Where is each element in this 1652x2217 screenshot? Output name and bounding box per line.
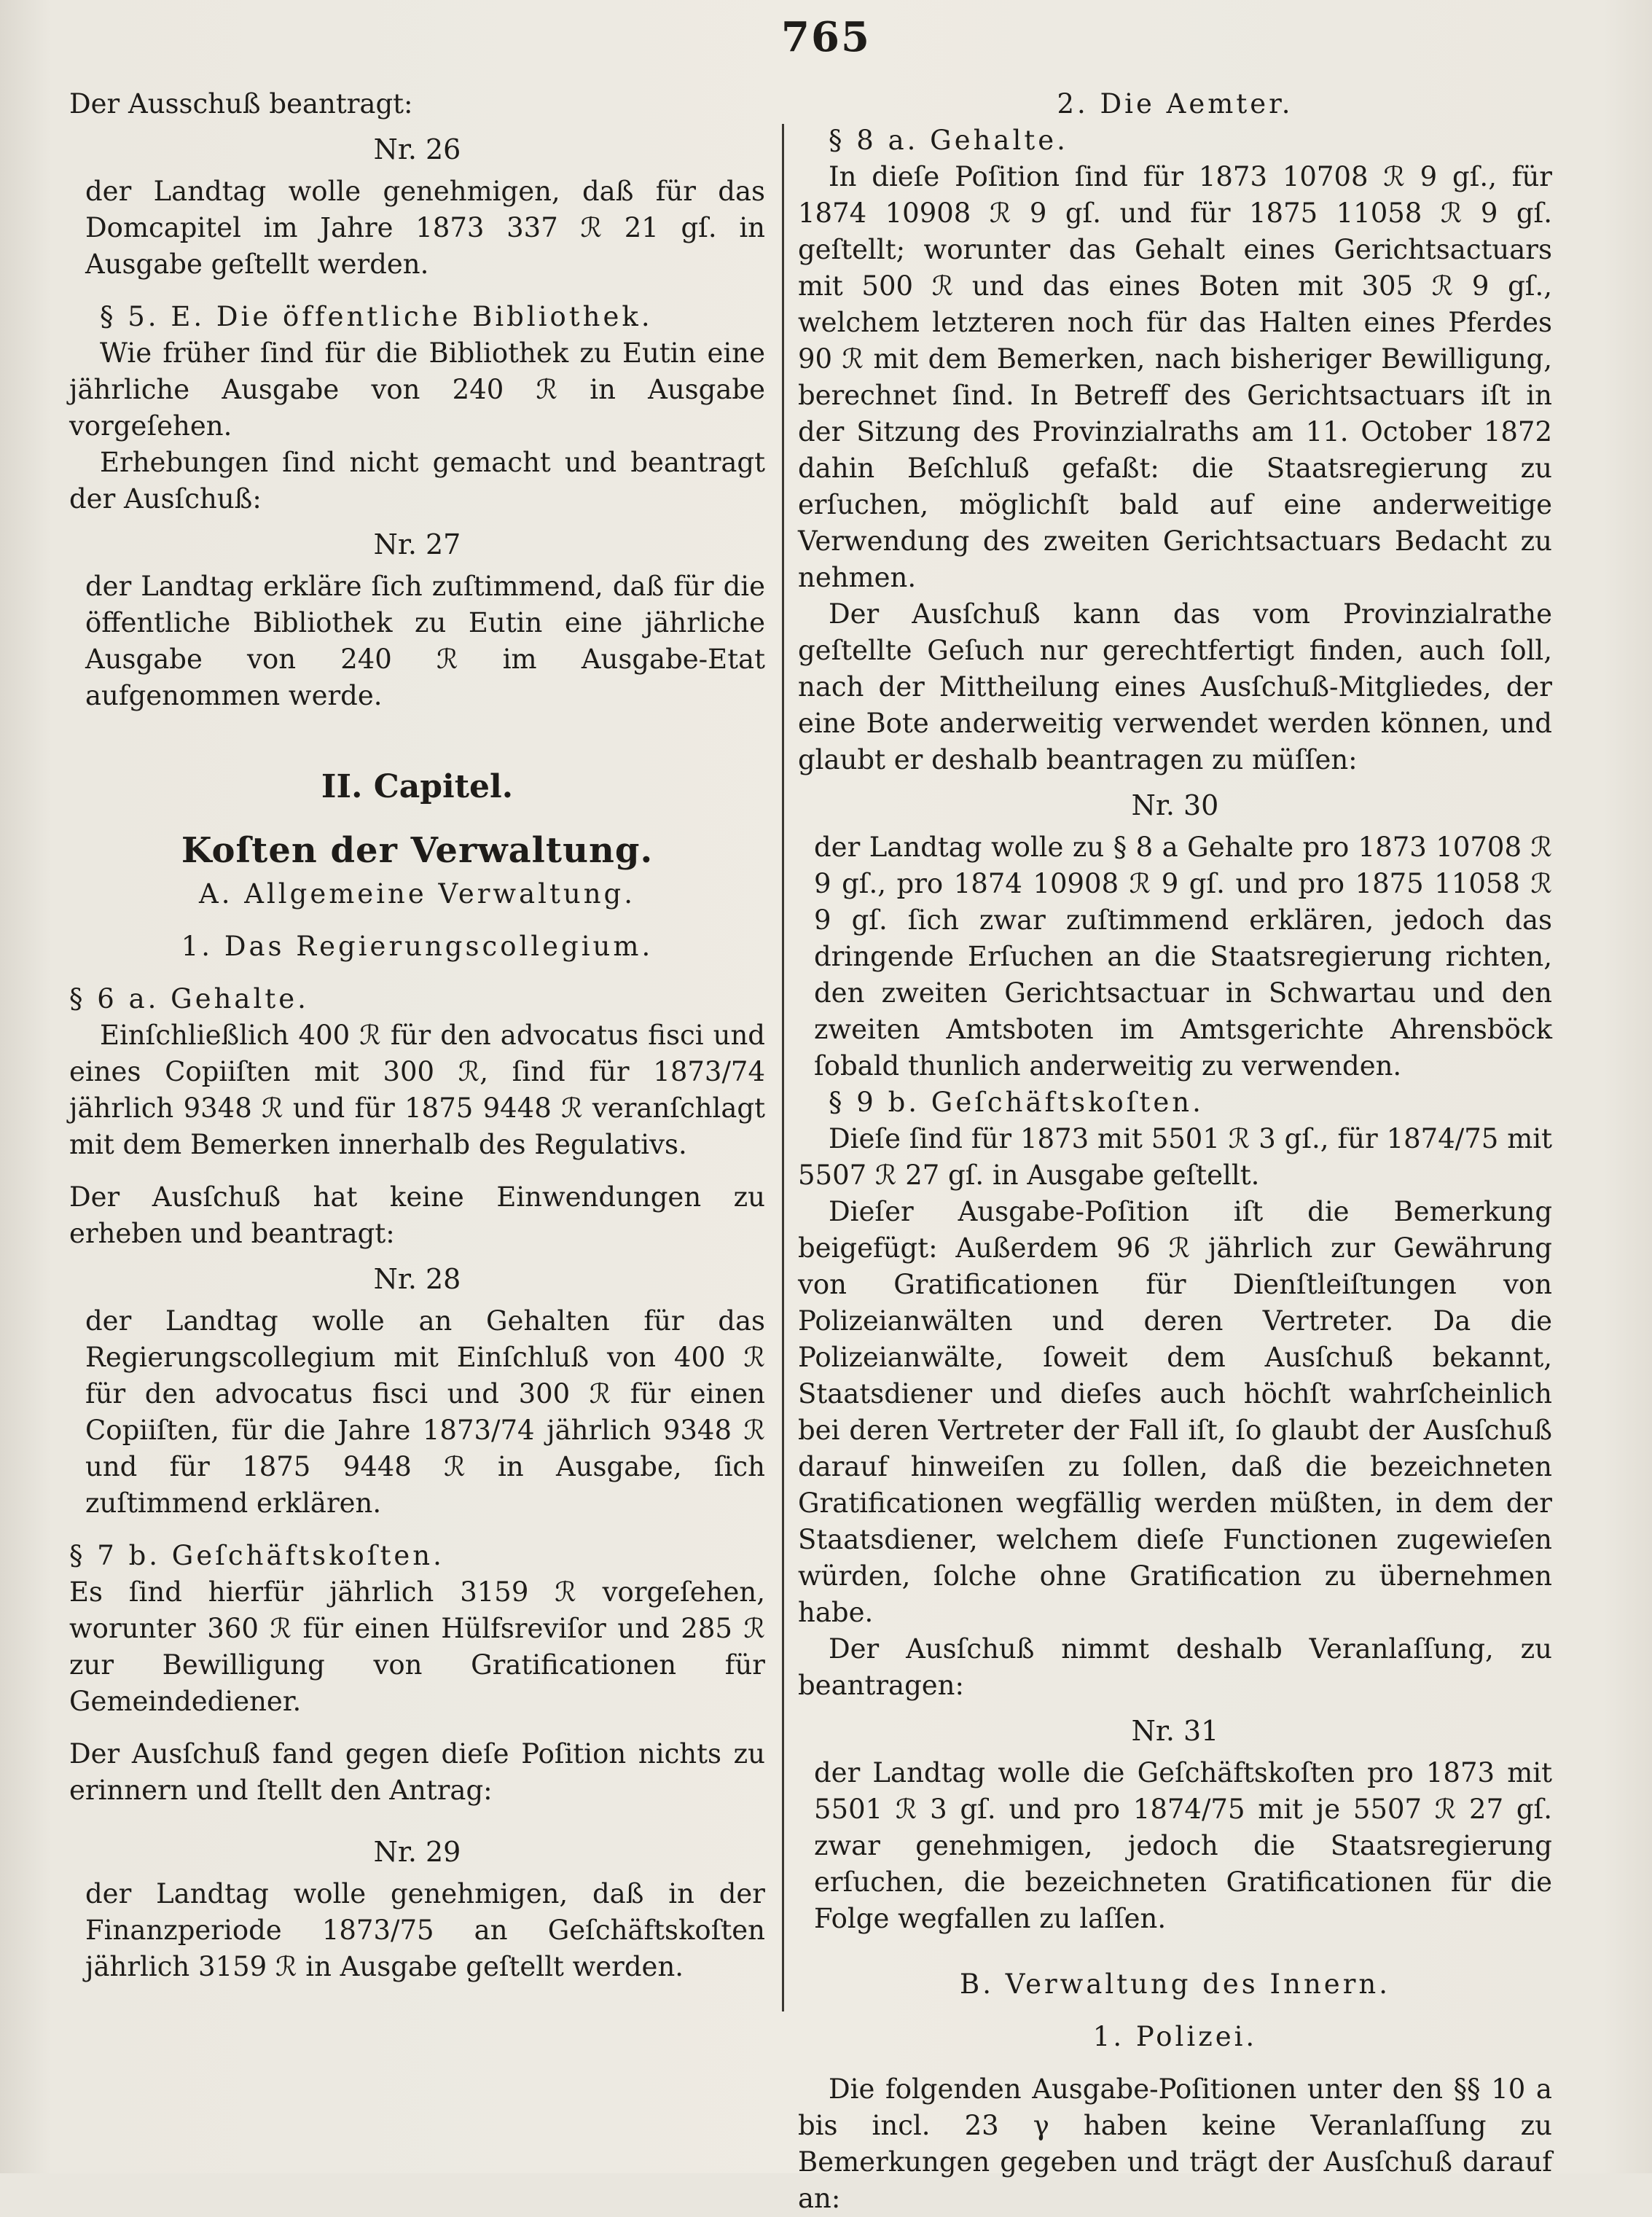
paragraph-6a: Einſchließlich 400 ℛ für den advocatus fisci und eines Copiiſten mit 300 ℛ, ſind für 1873/74 jährlich 9348 ℛ und für 1875 9448 ℛ veranſchlagt mit dem Bemerken innerhalb des Regulativs. [69, 1020, 765, 1160]
motion-number-30: Nr. 30 [1131, 789, 1219, 821]
paragraph-9b-motion: Der Ausſchuß nimmt deshalb Veranlaſſung, zu beantragen: [798, 1633, 1552, 1701]
section-heading-6a: § 6 a. Gehalte. [69, 983, 309, 1014]
right-column [798, 86, 1552, 2217]
column-divider [782, 124, 784, 2011]
paragraph-7b-motion: Der Ausſchuß fand gegen dieſe Poſition nichts zu erinnern und ſtellt den Antrag: [69, 1738, 765, 1806]
subsection-interior: B. Verwaltung des Innern. [960, 1968, 1390, 2000]
motion-number-26: Nr. 26 [373, 133, 461, 165]
motion-number-27: Nr. 27 [373, 528, 461, 560]
paragraph-8a: In dieſe Poſition ſind für 1873 10708 ℛ 9 gſ., für 1874 10908 ℛ 9 gſ. und für 1875 11058 ℛ 9 gſ. geſtellt; worunter das Gehalt eines Gerichtsactuars mit 500 ℛ und das eines Boten mit 305 ℛ 9 gſ., welchem letzteren noch für das Halten eines Pferdes 90 ℛ mit dem Bemerken, nach bisheriger Bewilligung, berechnet ſind. In Betreff des Gerichtsactuars iſt in der Sitzung des Provinzialraths am 11. October 1872 dahin Beſchluß gefaßt: die Staatsregierung zu erſuchen, möglichſt bald auf eine anderweitige Verwendung des zweiten Gerichtsactuars Bedacht zu nehmen. [798, 161, 1552, 593]
paragraph-library-motion: Erhebungen ſind nicht gemacht und beantragt der Ausſchuß: [69, 447, 765, 515]
paragraph-6a-motion: Der Ausſchuß hat keine Einwendungen zu erheben und beantragt: [69, 1181, 765, 1249]
motion-number-31: Nr. 31 [1131, 1715, 1219, 1747]
paragraph-8a-committee: Der Ausſchuß kann das vom Provinzialrathe geſtellte Geſuch nur gerechtfertigt finden, auch ſoll, nach der Mittheilung eines Ausſchuß-Mitgliedes, der eine Bote anderweitig verwendet werden können, und glaubt er deshalb beantragen zu müſſen: [798, 598, 1552, 775]
subsection-general-admin: A. Allgemeine Verwaltung. [199, 878, 635, 910]
motion-text-28: der Landtag wolle an Gehalten für das Regierungscollegium mit Einſchluß von 400 ℛ für den advocatus fisci und 300 ℛ für einen Copiiſten, für die Jahre 1873/74 jährlich 9348 ℛ und für 1875 9448 ℛ in Ausgabe, ſich zuſtimmend erklären. [85, 1305, 765, 1519]
motion-text-31: der Landtag wolle die Geſchäftskoſten pro 1873 mit 5501 ℛ 3 gſ. und pro 1874/75 mit je 5507 ℛ 27 gſ. zwar genehmigen, jedoch die Staatsregierung erſuchen, die bezeichneten Gratificationen für die Folge wegfallen zu laſſen. [814, 1757, 1552, 1934]
subsection-government-college: 1. Das Regierungscollegium. [181, 931, 654, 962]
page-number: 765 [781, 13, 871, 61]
motion-text-26: der Landtag wolle genehmigen, daß für das Domcapitel im Jahre 1873 337 ℛ 21 gſ. in Ausgabe geſtellt werden. [85, 176, 765, 280]
motion-number-28: Nr. 28 [373, 1263, 461, 1295]
motion-text-29: der Landtag wolle genehmigen, daß in der Finanzperiode 1873/75 an Geſchäftskoſten jährlich 3159 ℛ in Ausgabe geſtellt werden. [85, 1878, 765, 1982]
motion-text-27: der Landtag erkläre ſich zuſtimmend, daß für die öffentliche Bibliothek zu Eutin eine jährliche Ausgabe von 240 ℛ im Ausgabe-Etat aufgenommen werde. [85, 571, 765, 711]
paragraph-library: Wie früher ſind für die Bibliothek zu Eutin eine jährliche Ausgabe von 240 ℛ in Ausgabe vorgeſehen. [69, 337, 765, 442]
section-heading-library: § 5. E. Die öffentliche Bibliothek. [100, 301, 653, 332]
section-heading-8a: § 8 a. Gehalte. [829, 125, 1068, 156]
subsection-offices: 2. Die Aemter. [1057, 88, 1293, 120]
chapter-title: Koſten der Verwaltung. [181, 830, 654, 871]
paragraph-police: Die folgenden Ausgabe-Poſitionen unter den §§ 10 a bis incl. 23 γ haben keine Veranlaſſung zu Bemerkungen gegeben und trägt der Ausſchuß darauf an: [798, 2073, 1552, 2214]
motion-number-29: Nr. 29 [373, 1836, 461, 1868]
paragraph-9b: Dieſe ſind für 1873 mit 5501 ℛ 3 gſ., für 1874/75 mit 5507 ℛ 27 gſ. in Ausgabe geſtellt. [798, 1123, 1552, 1191]
subsection-police: 1. Polizei. [1092, 2021, 1258, 2052]
paragraph-7b: Es ſind hierfür jährlich 3159 ℛ vorgeſehen, worunter 360 ℛ für einen Hülfsreviſor und 285 ℛ zur Bewilligung von Gratificationen für Gemeindediener. [69, 1576, 765, 1717]
section-heading-9b: § 9 b. Geſchäftskoſten. [829, 1087, 1204, 1118]
motion-text-30: der Landtag wolle zu § 8 a Gehalte pro 1873 10708 ℛ 9 gſ., pro 1874 10908 ℛ 9 gſ. und pro 1875 11058 ℛ 9 gſ. ſich zwar zuſtimmend erklären, jedoch das dringende Erſuchen an die Staatsregierung richten, den zweiten Gerichtsactuar in Schwartau und den zweiten Amtsboten im Amtsgerichte Ahrensböck ſobald thunlich anderweitig zu verwenden. [814, 832, 1552, 1082]
section-heading-7b: § 7 b. Geſchäftskoſten. [69, 1540, 445, 1571]
intro-motion-26: Der Ausschuß beantragt: [69, 88, 413, 120]
left-column [69, 86, 765, 1985]
paragraph-9b-remark: Dieſer Ausgabe-Poſition iſt die Bemerkung beigefügt: Außerdem 96 ℛ jährlich zur Gewährung von Gratificationen für Dienſtleiſtungen von Polizeianwälten und deren Vertreter. Da die Polizeianwälte, ſoweit dem Ausſchuß bekannt, Staatsdiener und dieſes auch höchſt wahrſcheinlich bei deren Vertreter der Fall iſt, ſo glaubt der Ausſchuß darauf hinweiſen zu ſollen, daß die bezeichneten Gratificationen wegfällig werden müßten, in dem der Staatsdiener, welchem dieſe Functionen zugewieſen würden, ſolche ohne Gratification zu übernehmen habe. [798, 1196, 1552, 1628]
chapter-heading: II. Capitel. [321, 768, 514, 805]
